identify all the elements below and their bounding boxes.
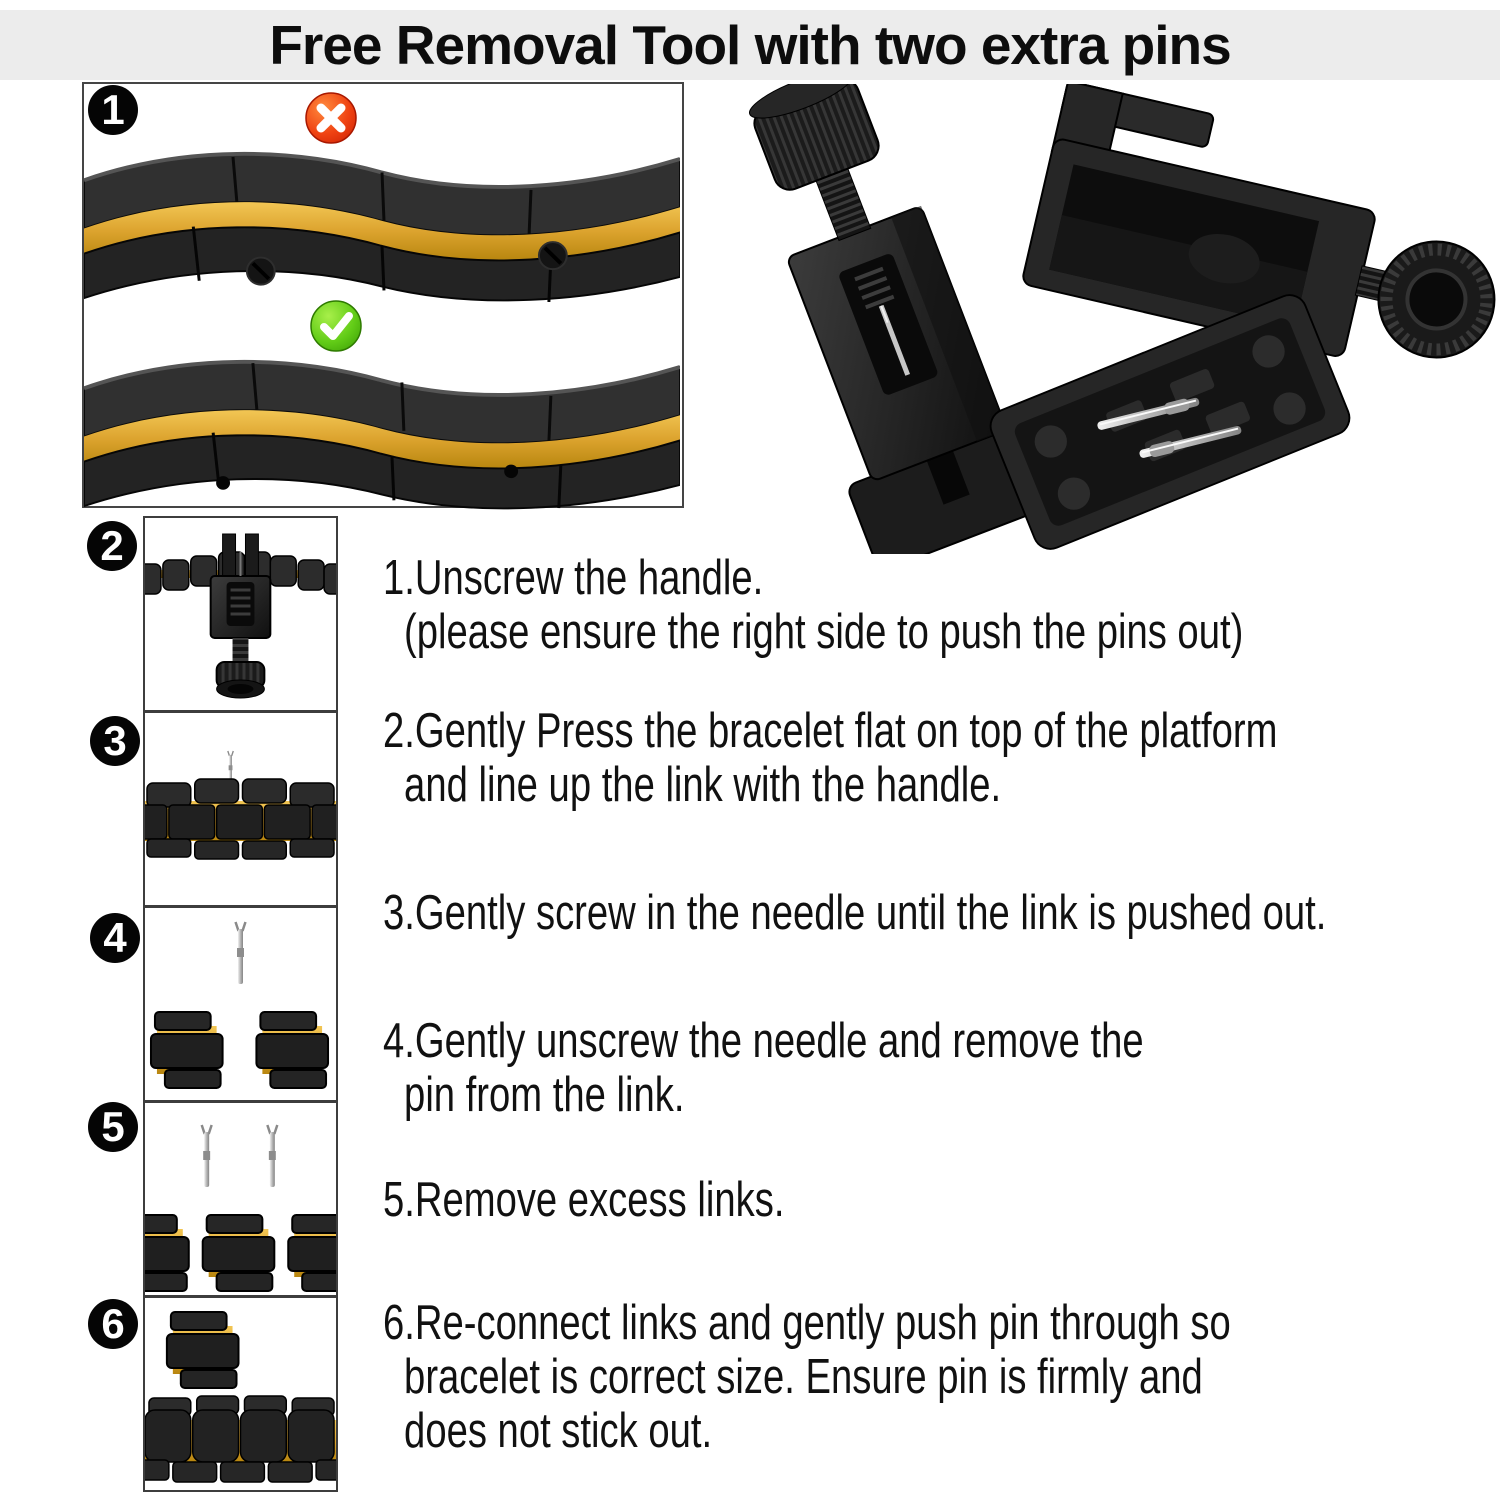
instruction-line: 4.Gently unscrew the needle and remove the [383,1014,1144,1068]
instruction-step-3 [383,886,1326,940]
instruction-step-2 [383,704,1277,812]
step-5-image [145,1103,336,1295]
correct-check-icon [310,300,362,352]
pin-tray-illustration [985,290,1354,554]
instruction-step-5 [383,1173,784,1227]
step-5-badge: 5 [88,1102,138,1152]
instruction-line: pin from the link. [404,1068,685,1122]
instruction-step-6 [383,1296,1231,1458]
instruction-step-4 [383,1014,1144,1122]
step-2-badge: 2 [87,521,137,571]
step-3-image [145,713,336,905]
title-band [0,10,1500,80]
step-4-image-box [143,906,338,1102]
instruction-line: (please ensure the right side to push the pins out) [404,605,1244,659]
instruction-line: 5.Remove excess links. [383,1173,785,1227]
step-3-badge: 3 [90,716,140,766]
instruction-line: 3.Gently screw in the needle until the link is pushed out. [383,886,1327,940]
step-3-image-box [143,711,338,907]
instruction-line: 6.Re-connect links and gently push pin through so [383,1296,1231,1350]
step-5-image-box [143,1101,338,1297]
instruction-line: 2.Gently Press the bracelet flat on top of the platform [383,704,1278,758]
page-title: Free Removal Tool with two extra pins [269,14,1231,76]
bracelet-wrong-side-photo [84,130,680,302]
step-4-image [145,908,336,1100]
instruction-step-1 [383,551,1243,659]
instruction-line: and line up the link with the handle. [404,758,1002,812]
instruction-line: bracelet is correct size. Ensure pin is firmly and [404,1350,1203,1404]
instruction-line: 1.Unscrew the handle. [383,551,764,605]
instruction-line: does not stick out. [404,1404,713,1458]
orientation-panel [82,82,684,508]
step-2-image-box [143,516,338,712]
step-4-badge: 4 [90,913,140,963]
removal-tool-photo [715,84,1500,554]
step-2-image [145,518,336,710]
upright-tool-illustration [715,84,1062,554]
step-6-badge: 6 [88,1299,138,1349]
step-1-badge: 1 [88,85,138,135]
wrong-x-icon [305,92,357,144]
step-6-image [145,1298,336,1490]
bracelet-right-side-photo [84,338,680,510]
step-6-image-box [143,1296,338,1492]
